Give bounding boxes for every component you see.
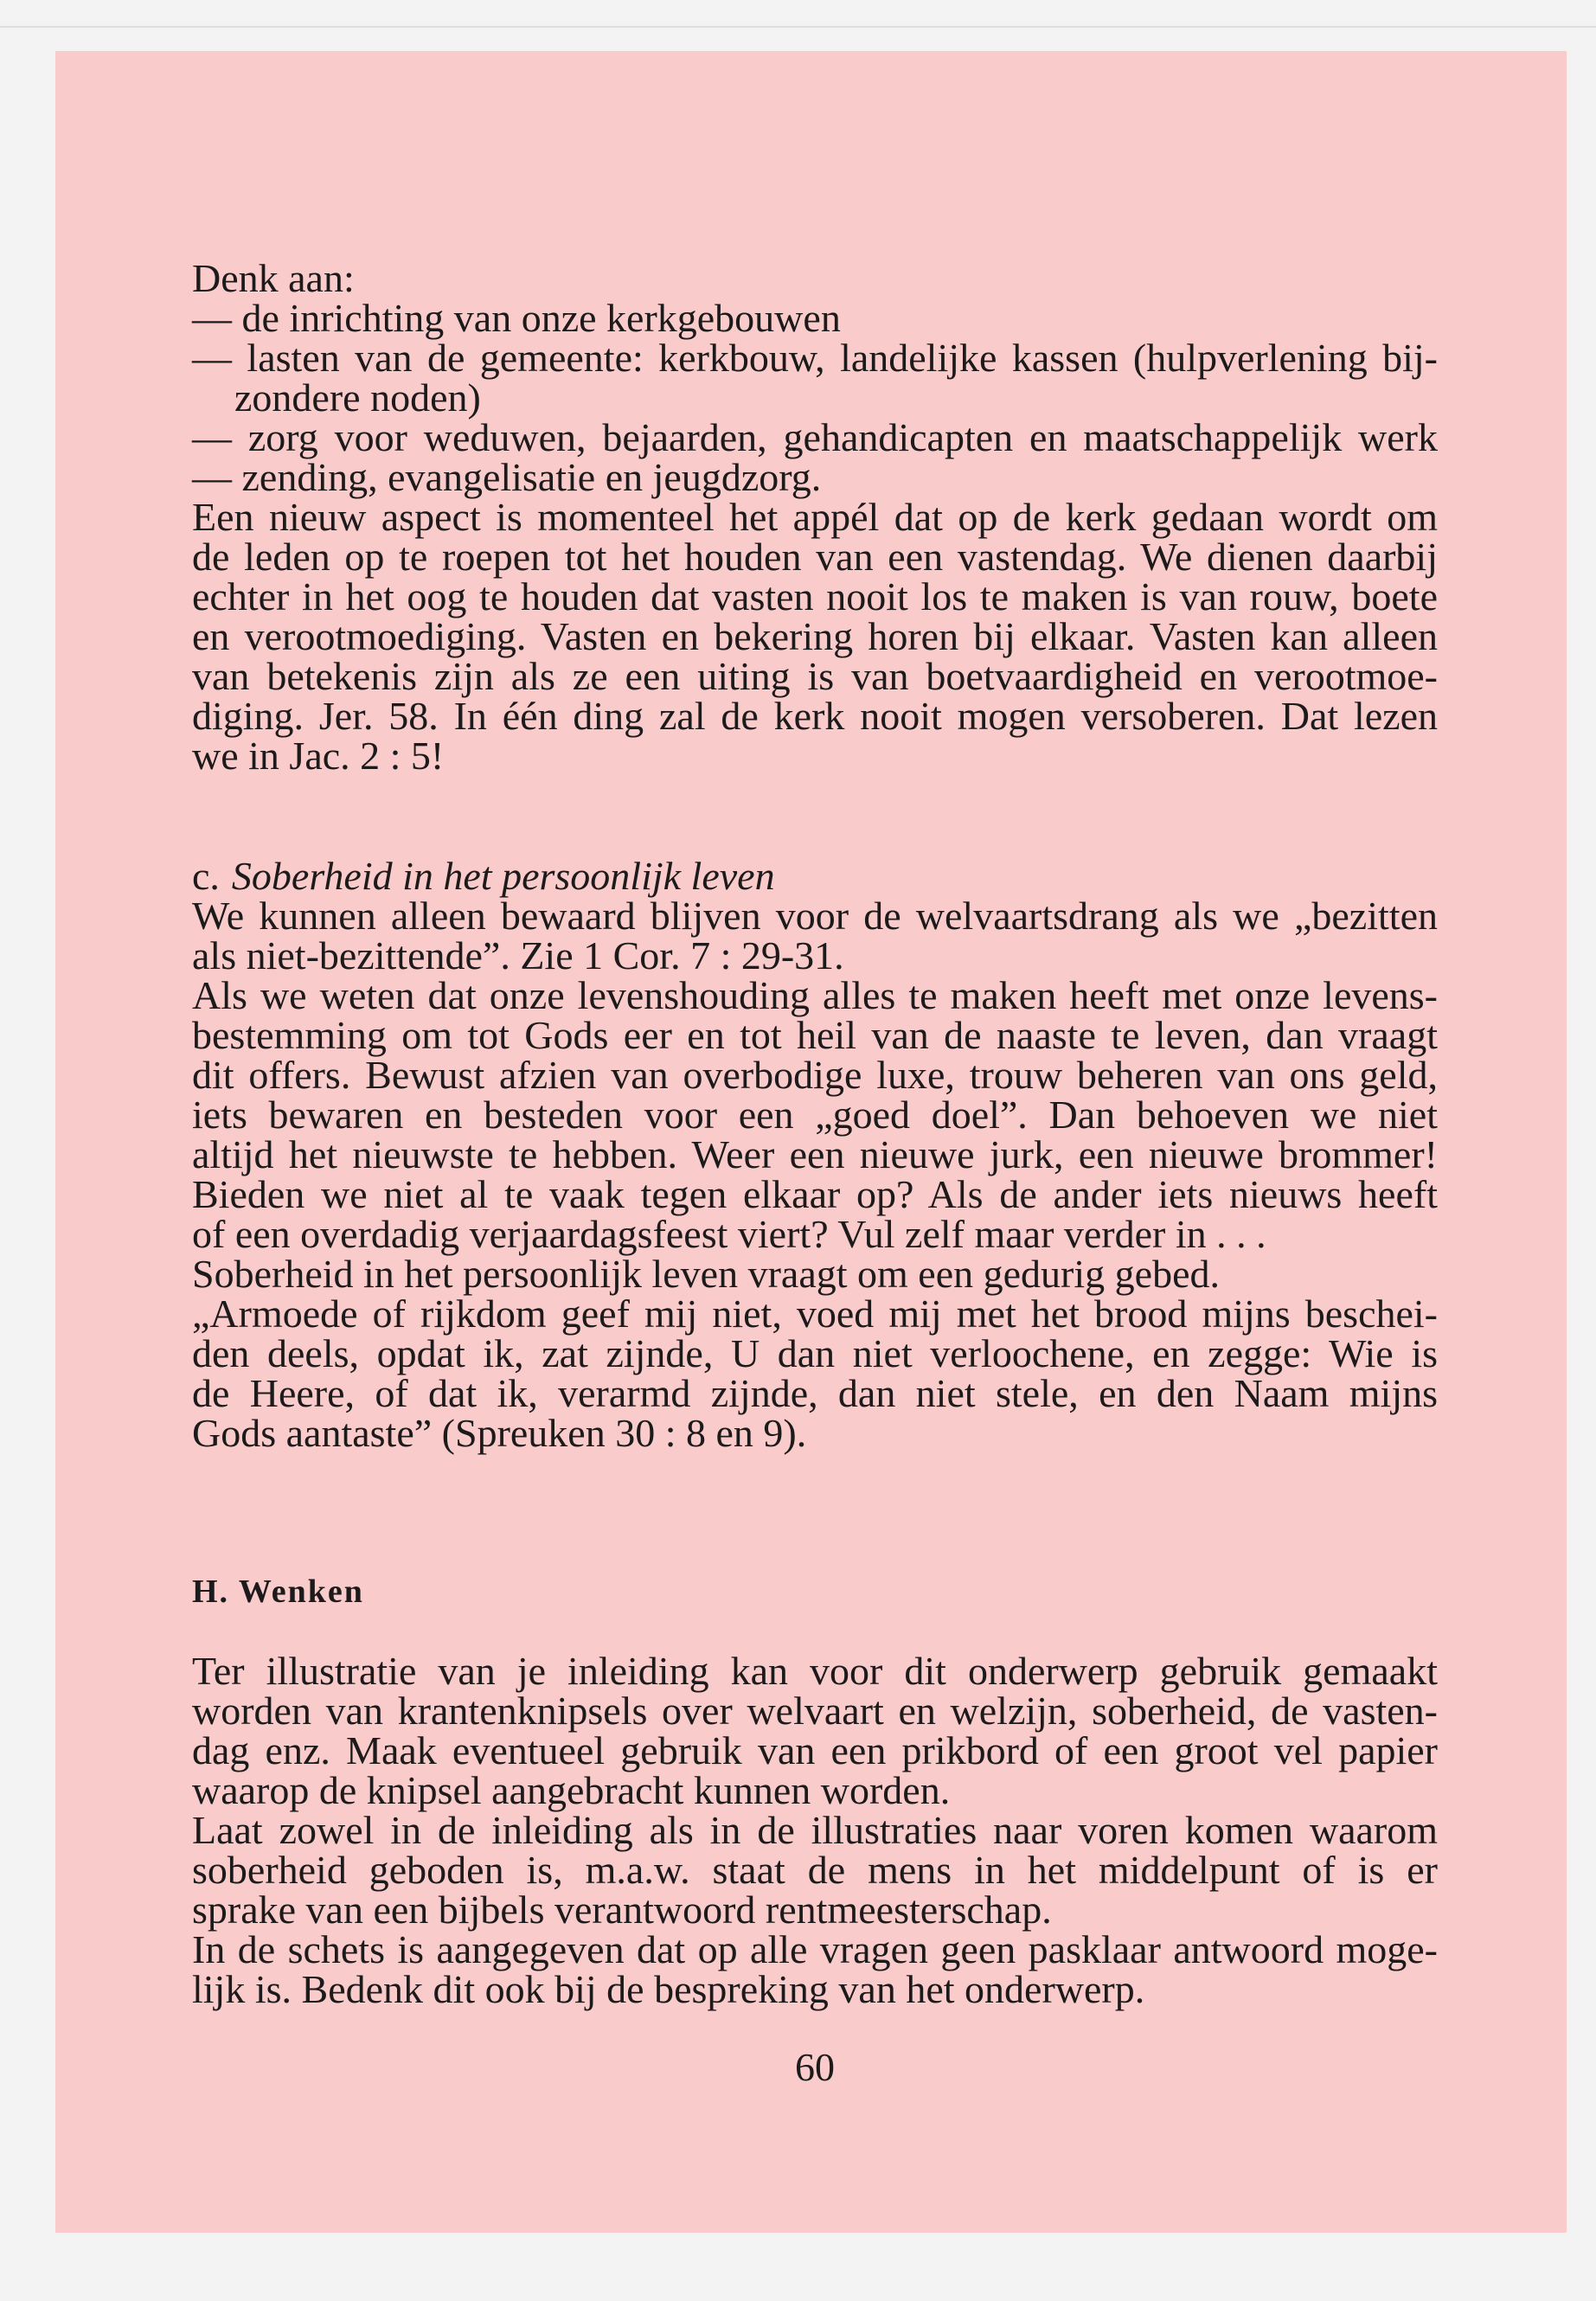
text-line: altijd het nieuwste te hebben. Weer een nieuwe jurk, een nieuwe brommer!	[192, 1132, 1438, 1176]
text-line: van betekenis zijn als ze een uiting is van boetvaardigheid en verootmoe-	[192, 654, 1438, 698]
section-g-text	[192, 256, 1438, 778]
paragraph	[192, 1808, 1438, 1932]
text-line: We kunnen alleen bewaard blijven voor de welvaartsdrang als we „bezitten	[192, 894, 1438, 938]
text-line: Laat zowel in de inleiding als in de illustraties naar voren komen waarom	[192, 1808, 1438, 1852]
text-line: dag enz. Maak eventueel gebruik van een prikbord of een groot vel papier	[192, 1728, 1438, 1772]
intro-label: Denk aan:	[192, 256, 355, 300]
scan-edge	[0, 26, 1596, 28]
paragraph	[192, 1254, 1438, 1294]
list-item: — zorg voor weduwen, bejaarden, gehandicapten en maatschappelijk werk	[192, 415, 1438, 459]
text-line: lijk is. Bedenk dit ook bij de bespreking van het onderwerp.	[192, 1967, 1145, 2011]
bullet-list	[192, 298, 1438, 497]
section-label: c.	[192, 854, 220, 898]
text-line: Als we weten dat onze levenshouding alles te maken heeft met onze levens-	[192, 973, 1438, 1017]
list-item	[192, 338, 1438, 418]
text-line: den deels, opdat ik, zat zijnde, U dan niet verloochene, en zegge: Wie is	[192, 1331, 1438, 1375]
text-line: Een nieuw aspect is momenteel het appél dat op de kerk gedaan wordt om	[192, 495, 1438, 539]
text-line: diging. Jer. 58. In één ding zal de kerk nooit mogen versoberen. Dat lezen	[192, 694, 1438, 738]
text-line: soberheid geboden is, m.a.w. staat de mens in het middelpunt of is er	[192, 1848, 1438, 1892]
text-line: dit offers. Bewust afzien van overbodige luxe, trouw beheren van ons geld,	[192, 1053, 1438, 1097]
text-line: In de schets is aangegeven dat op alle vragen geen pasklaar antwoord moge-	[192, 1927, 1438, 1971]
text-line: Soberheid in het persoonlijk leven vraagt om een gedurig gebed.	[192, 1252, 1220, 1296]
page-sheet	[55, 51, 1567, 2233]
text-line: echter in het oog te houden dat vasten nooit los te maken is van rouw, boete	[192, 574, 1438, 619]
section-h-text	[192, 1651, 1438, 2009]
text-line: als niet-bezittende”. Zie 1 Cor. 7 : 29-31.	[192, 933, 844, 977]
text-line: worden van krantenknipsels over welvaart en welzijn, soberheid, de vasten-	[192, 1689, 1438, 1733]
section-title: Soberheid in het persoonlijk leven	[231, 854, 775, 898]
text-line: waarop de knipsel aangebracht kunnen worden.	[192, 1768, 951, 1812]
list-item: — de inrichting van onze kerkgebouwen	[192, 296, 841, 340]
section-heading: H. Wenken	[192, 1574, 364, 1610]
text-line: „Armoede of rijkdom geef mij niet, voed mij met het brood mijns beschei-	[192, 1292, 1438, 1336]
section-c-text	[192, 856, 1438, 1453]
text-line: de leden op te roepen tot het houden van een vastendag. We dienen daarbij	[192, 535, 1438, 579]
paragraph	[192, 973, 1438, 1256]
text-line: Gods aantaste” (Spreuken 30 : 8 en 9).	[192, 1411, 807, 1455]
text-line: of een overdadig verjaardagsfeest viert? Vul zelf maar verder in . . .	[192, 1212, 1266, 1256]
list-item: — zending, evangelisatie en jeugdzorg.	[192, 455, 822, 499]
text-line: en verootmoediging. Vasten en bekering horen bij elkaar. Vasten kan alleen	[192, 614, 1438, 658]
text-line: bestemming om tot Gods eer en tot heil van de naaste te leven, dan vraagt	[192, 1013, 1438, 1057]
paragraph	[192, 1651, 1438, 1811]
text-line: de Heere, of dat ik, verarmd zijnde, dan niet stele, en den Naam mijns	[192, 1371, 1438, 1415]
paragraph	[192, 497, 1438, 776]
text-line: iets bewaren en besteden voor een „goed doel”. Dan behoeven we niet	[192, 1093, 1438, 1137]
text-line: Bieden we niet al te vaak tegen elkaar op? Als de ander iets nieuws heeft	[192, 1172, 1438, 1216]
list-item-line: zondere noden)	[234, 375, 481, 420]
text-line: Ter illustratie van je inleiding kan voor dit onderwerp gebruik gemaakt	[192, 1649, 1438, 1693]
paragraph	[192, 1927, 1438, 2011]
paragraph	[192, 896, 1438, 976]
list-item-line: — lasten van de gemeente: kerkbouw, landelijke kassen (hulpverlening bij-	[192, 336, 1438, 380]
page-number: 60	[795, 2045, 835, 2089]
quote-paragraph	[192, 1294, 1438, 1453]
section-heading	[192, 856, 1438, 896]
text-line: sprake van een bijbels verantwoord rentmeesterschap.	[192, 1888, 1052, 1932]
text-line: we in Jac. 2 : 5!	[192, 734, 445, 778]
